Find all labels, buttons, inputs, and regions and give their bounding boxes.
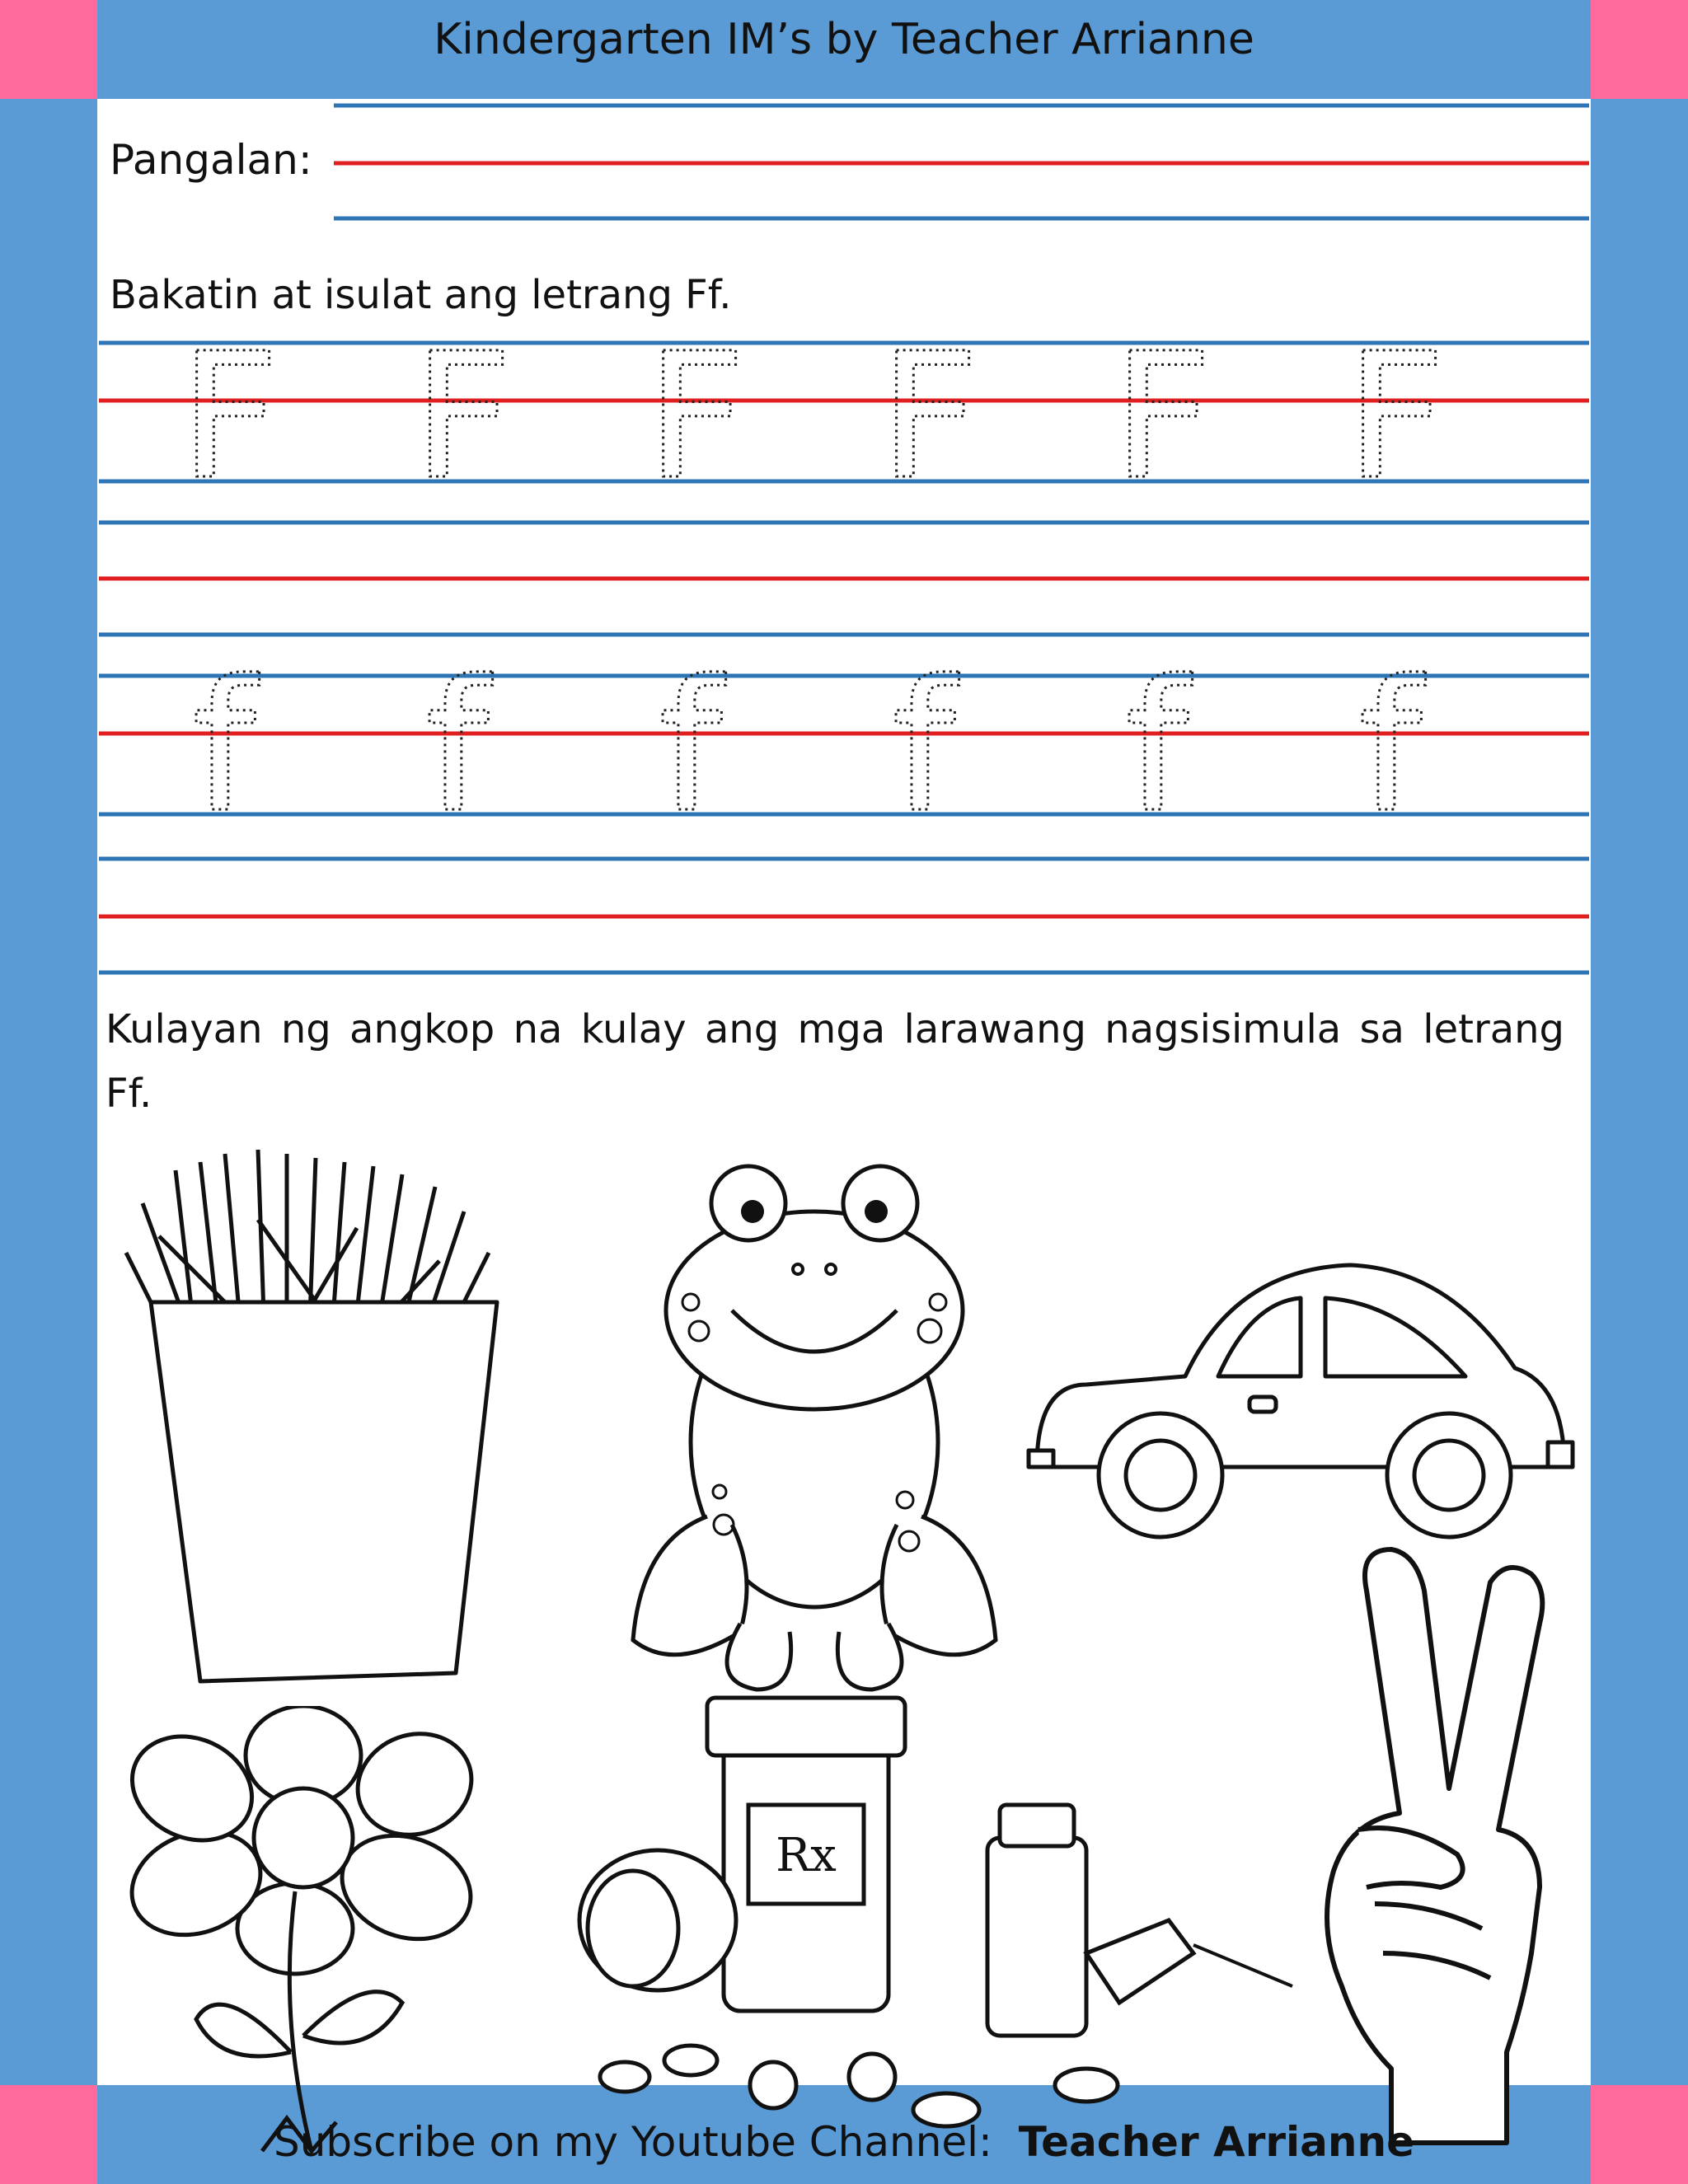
- footer-prefix: Subscribe on my Youtube Channel:: [273, 2118, 992, 2166]
- name-label: Pangalan:: [110, 136, 312, 184]
- coloring-instruction: Kulayan ng angkop na kulay ang mga larawang nagsisimula sa letrang Ff.: [106, 1006, 1564, 1117]
- peace-hand-icon: [1309, 1541, 1573, 2151]
- uppercase-f-tracing: F: [879, 316, 979, 518]
- uppercase-f-tracing: F: [646, 316, 746, 518]
- lowercase-f-tracing: f: [892, 641, 956, 852]
- corner-block: [1591, 2085, 1688, 2184]
- medicine-icon: [559, 1673, 1301, 2151]
- frog-icon: [608, 1146, 1020, 1706]
- uppercase-f-tracing: F: [1346, 316, 1446, 518]
- writing-lines: [97, 99, 1591, 989]
- lowercase-tracing-group: [192, 641, 1426, 852]
- lowercase-f-tracing: f: [425, 641, 490, 852]
- lowercase-f-tracing: f: [1125, 641, 1189, 852]
- uppercase-f-tracing: F: [180, 316, 279, 518]
- tracing-instruction: Bakatin at isulat ang letrang Ff.: [110, 272, 732, 318]
- lowercase-f-tracing: f: [192, 641, 256, 852]
- lowercase-f-tracing: f: [659, 641, 723, 852]
- uppercase-f-tracing: F: [1113, 316, 1212, 518]
- corner-block: [1591, 0, 1688, 99]
- uppercase-tracing-group: [180, 316, 1446, 518]
- lowercase-f-tracing: f: [1358, 641, 1423, 852]
- uppercase-f-tracing: F: [413, 316, 513, 518]
- corner-block: [0, 2085, 97, 2184]
- footer-channel: Teacher Arrianne: [1018, 2118, 1415, 2166]
- corner-block: [0, 0, 97, 99]
- footer: [97, 2118, 1591, 2166]
- worksheet: [97, 99, 1591, 2085]
- car-icon: [1020, 1220, 1581, 1566]
- flower-icon: [122, 1706, 485, 2168]
- header-title: Kindergarten IM’s by Teacher Arrianne: [434, 15, 1254, 64]
- french-fries-icon: [110, 1137, 538, 1698]
- rx-label: Rx: [776, 1829, 837, 1882]
